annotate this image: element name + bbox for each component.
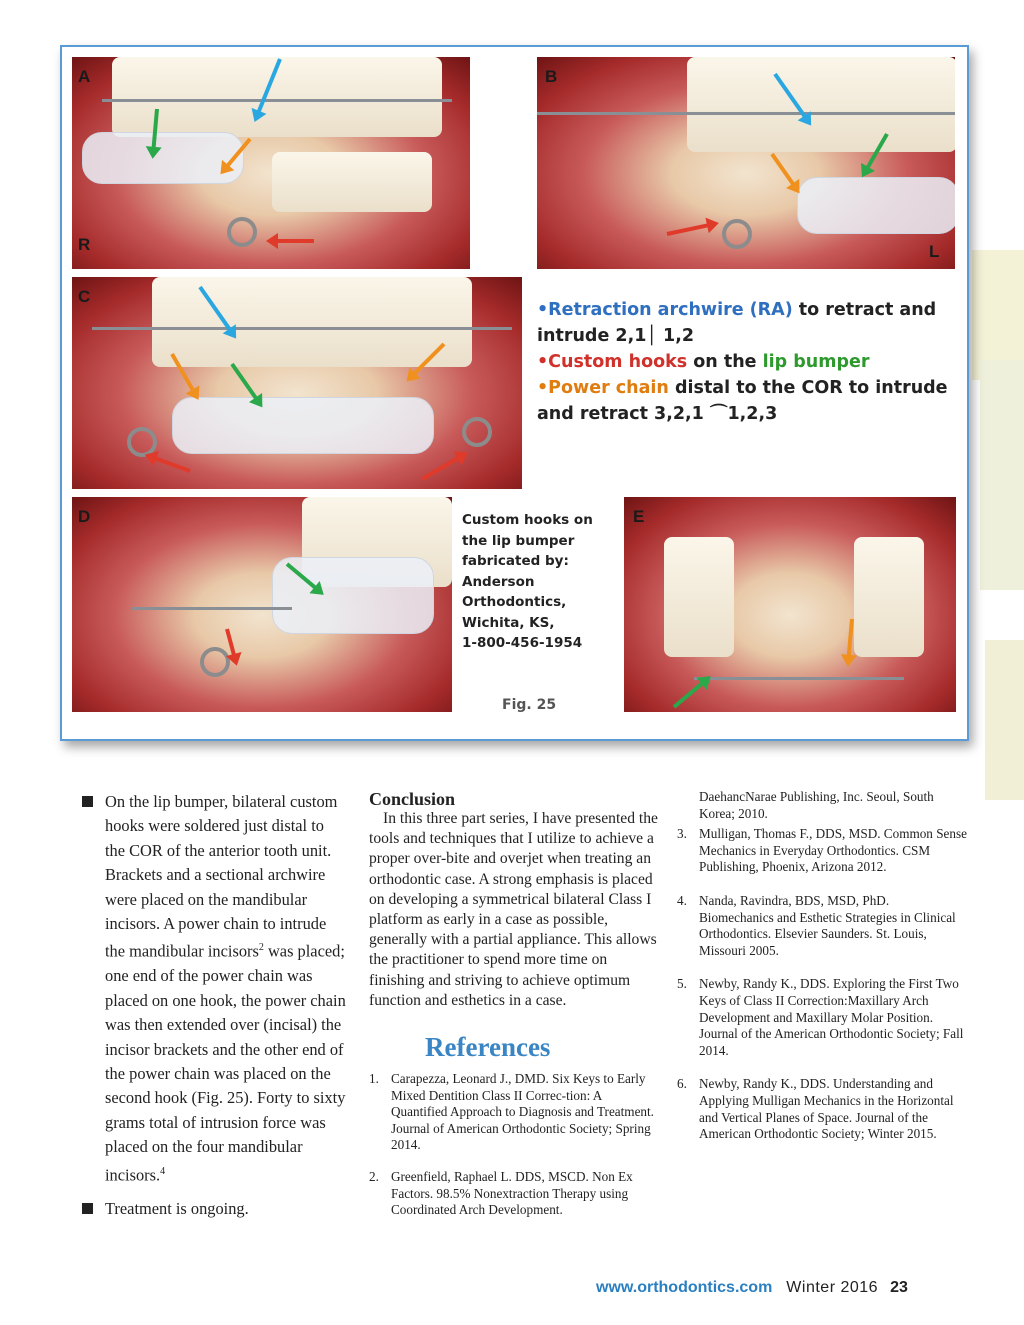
- reference-number: 4.: [677, 892, 687, 908]
- credit-line: Orthodontics,: [462, 594, 567, 610]
- reference-text: Nanda, Ravindra, BDS, MSD, PhD. Biomechanics and Esthetic Strategies in Clinical Orthodontics. Elsevier Saunders. St. Louis, Missouri 2005.: [699, 892, 956, 958]
- legend-line-4: •Power chain distal to the COR to intrude: [537, 378, 948, 398]
- lower-teeth: [664, 537, 734, 657]
- custom-hook: [722, 219, 752, 249]
- panel-letter-e: E: [633, 507, 645, 526]
- credit-text: [462, 510, 632, 654]
- column-2: [369, 789, 659, 1234]
- figure-25: [60, 45, 969, 741]
- credit-line: Custom hooks on: [462, 512, 593, 528]
- photo-a: [72, 57, 470, 269]
- archwire: [92, 327, 512, 330]
- credit-line: fabricated by:: [462, 553, 569, 569]
- panel-letter-d: D: [78, 507, 91, 526]
- custom-hook: [462, 417, 492, 447]
- figure-caption: Fig. 25: [502, 697, 557, 713]
- archwire: [102, 99, 452, 102]
- credit-line: Anderson: [462, 573, 535, 590]
- panel-letter-l: L: [929, 242, 940, 261]
- reference-item: [677, 1076, 967, 1142]
- panel-letter-r: R: [78, 235, 91, 254]
- conclusion-heading: Conclusion: [369, 789, 456, 809]
- lip-bumper: [797, 177, 955, 234]
- photo-d: [72, 497, 452, 712]
- column-3: [677, 789, 967, 1160]
- square-bullet-icon: [82, 796, 93, 807]
- bullet-item: [82, 790, 347, 1187]
- credit-line: 1-800-456-1954: [462, 635, 583, 651]
- legend-line-5: and retract 3,2,1 ⌒1,2,3: [537, 404, 778, 424]
- lower-teeth: [854, 537, 924, 657]
- reference-item: [677, 893, 967, 959]
- legend-line-3: •Custom hooks on the lip bumper: [537, 352, 870, 372]
- upper-teeth: [687, 57, 955, 152]
- reference-number: 3.: [677, 826, 687, 842]
- red-arrow: [421, 455, 462, 481]
- panel-letter-a: A: [78, 67, 91, 86]
- photo-b: [537, 57, 955, 269]
- legend-line-2: intrude 2,1│ 1,2: [537, 326, 695, 346]
- background-block: [980, 360, 1024, 590]
- custom-hook: [200, 647, 230, 677]
- reference-text: Newby, Randy K., DDS. Understanding and Applying Mulligan Mechanics in the Horizontal and Vertical Planes of Space. Journal of the American Orthodontic Society; Winter 2015.: [699, 1076, 954, 1142]
- reference-number: 1.: [369, 1071, 379, 1087]
- conclusion-text: In this three part series, I have presented the tools and techniques that I utilize to achieve a proper over-bite and overjet when treating an orthodontic case. A strong emphasis is placed on developing a symmetrical bilateral Class I platform as early in a case as possible, generally with a partial appliance. This allows the practitioner to spend more time on finishing and striving to achieve optimum function and esthetics in a case.: [369, 810, 658, 1009]
- website-link[interactable]: www.orthodontics.com: [596, 1279, 773, 1296]
- background-block: [985, 640, 1024, 800]
- custom-hook: [227, 217, 257, 247]
- reference-number: 2.: [369, 1169, 379, 1184]
- page-footer: [596, 1279, 908, 1297]
- reference-continuation: DaehancNarae Publishing, Inc. Seoul, South Korea; 2010.: [699, 789, 934, 821]
- bullet-text: Treatment is ongoing.: [105, 1199, 249, 1219]
- photo-e: [624, 497, 956, 712]
- reference-text: Greenfield, Raphael L. DDS, MSCD. Non Ex Factors. 98.5% Nonextraction Therapy using Coordinated Arch Development.: [391, 1169, 633, 1218]
- bullet-text: On the lip bumper, bilateral custom hooks were soldered just distal to the COR of the anterior tooth unit. Brackets and a sectional archwire were placed on the mandibular incisors. A power chain to intrude the mandibular incisors: [105, 792, 338, 961]
- reference-text: Newby, Randy K., DDS. Exploring the First Two Keys of Class II Correction:Maxillary Arch Development and Maxillary Molar Position. Journal of the American Orthodontic Society; Fall 2014.: [699, 976, 964, 1058]
- photo-c: [72, 277, 522, 489]
- page-number: 23: [890, 1279, 908, 1296]
- red-arrow: [667, 223, 712, 236]
- reference-text: Mulligan, Thomas F., DDS, MSD. Common Sense Mechanics in Everyday Orthodontics. CSM Publishing, Phoenix, Arizona 2012.: [699, 826, 967, 875]
- credit-line: Wichita, KS,: [462, 614, 555, 631]
- green-arrow: [673, 680, 706, 709]
- footnote-ref: 2: [258, 942, 264, 954]
- archwire: [537, 112, 955, 115]
- reference-item: [677, 826, 967, 876]
- figure-legend: [537, 297, 957, 427]
- bullet-item: [82, 1197, 347, 1221]
- credit-line: the lip bumper: [462, 532, 575, 549]
- red-arrow: [152, 455, 191, 472]
- reference-item: [369, 1169, 659, 1219]
- reference-number: 5.: [677, 976, 687, 992]
- reference-text: Carapezza, Leonard J., DMD. Six Keys to Early Mixed Dentition Class II Correc-tion: A Quantified Approach to Diagnosis and Treatment. Journal of American Orthodontic Society; Spring 2014.: [391, 1071, 654, 1153]
- reference-item: [369, 1071, 659, 1154]
- reference-item: [677, 976, 967, 1059]
- footnote-ref: 4: [160, 1165, 166, 1177]
- square-bullet-icon: [82, 1203, 93, 1214]
- archwire: [132, 607, 292, 610]
- red-arrow: [274, 239, 314, 243]
- panel-letter-b: B: [545, 67, 558, 86]
- orange-arrow: [847, 619, 854, 659]
- lip-bumper: [172, 397, 434, 454]
- lip-bumper: [82, 132, 244, 184]
- orange-arrow: [770, 153, 796, 188]
- archwire: [694, 677, 904, 680]
- reference-number: 6.: [677, 1076, 687, 1092]
- panel-letter-c: C: [78, 287, 91, 306]
- legend-line-1: •Retraction archwire (RA) to retract and: [537, 300, 937, 320]
- column-1: [82, 790, 347, 1222]
- references-heading: References: [425, 1032, 551, 1063]
- lower-teeth: [272, 152, 432, 212]
- bullet-text: was placed; one end of the power chain was placed on one hook, the power chain was then extended over (incisal) the incisor brackets and the other end of the power chain was placed on the second hook (Fig. 25). Forty to sixty grams total of intrusion force was placed on the four mandibular incisors.: [105, 941, 346, 1185]
- issue-label: Winter 2016: [786, 1279, 879, 1296]
